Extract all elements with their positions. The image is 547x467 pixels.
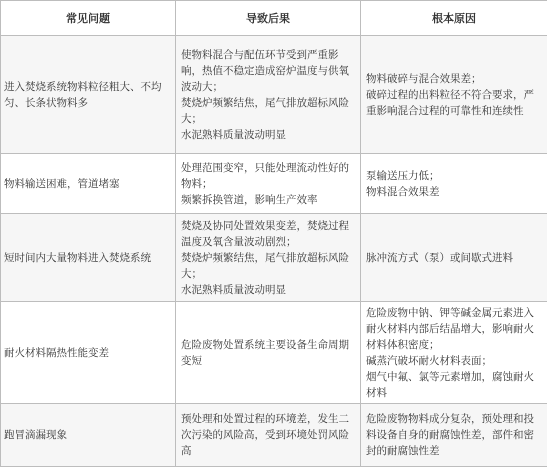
consequence-cell [176, 404, 361, 467]
cause-line: 碱蒸汽破坏耐火材料表面； [366, 353, 542, 369]
table-row [1, 154, 547, 214]
header-common-problem: 常见问题 [1, 1, 176, 36]
cause-line: 烟气中氟、氯等元素增加，腐蚀耐火材料 [366, 369, 542, 401]
cause-line: 物料混合效果差 [366, 184, 542, 200]
cause-line: 破碎过程的出料粒径不符合要求，严重影响混合过程的可靠性和连续性 [366, 87, 542, 119]
table-row [1, 214, 547, 302]
table-row [1, 36, 547, 154]
consequence-line: 使物料混合与配伍环节受到严重影响，热值不稳定造成窑炉温度与供氧波动大； [181, 47, 355, 95]
cause-cell [361, 302, 547, 404]
cause-line: 危险废物中钠、钾等碱金属元素进入耐火材料内部后结晶增大，影响耐火材料体积密度； [366, 305, 542, 353]
cause-cell [361, 214, 547, 302]
consequence-line: 水泥熟料质量波动明显 [181, 127, 355, 143]
table-header-row [1, 1, 547, 36]
consequence-cell [176, 154, 361, 214]
cause-line: 泵输送压力低； [366, 168, 542, 184]
problem-cell: 跑冒滴漏现象 [1, 404, 176, 467]
header-consequence: 导致后果 [176, 1, 361, 36]
consequence-line: 处理范围变窄，只能处理流动性好的物料； [181, 160, 355, 192]
consequence-line: 危险废物处置系统主要设备生命周期变短 [181, 337, 355, 369]
cause-line: 脉冲流方式（泵）或间歇式进料 [366, 250, 542, 266]
consequence-cell [176, 302, 361, 404]
problem-cell: 进入焚烧系统物料粒径粗大、不均匀、长条状物料多 [1, 36, 176, 154]
consequence-line: 水泥熟料质量波动明显 [181, 282, 355, 298]
problem-cell: 短时间内大量物料进入焚烧系统 [1, 214, 176, 302]
consequence-line: 焚烧及协同处置效果变差，焚烧过程温度及氧含量波动剧烈； [181, 218, 355, 250]
consequence-line: 频繁拆换管道，影响生产效率 [181, 192, 355, 208]
table-row [1, 404, 547, 467]
cause-cell [361, 404, 547, 467]
cause-cell [361, 36, 547, 154]
cause-line: 物料破碎与混合效果差； [366, 71, 542, 87]
cause-cell [361, 154, 547, 214]
consequence-cell [176, 36, 361, 154]
consequence-cell [176, 214, 361, 302]
header-root-cause: 根本原因 [361, 1, 547, 36]
consequence-line: 焚烧炉频繁结焦，尾气排放超标风险大； [181, 250, 355, 282]
cause-line: 危险废物物料成分复杂，预处理和投料设备自身的耐腐蚀性差，部件和密封的耐腐蚀性差 [366, 411, 542, 459]
consequence-line: 焚烧炉频繁结焦，尾气排放超标风险大； [181, 95, 355, 127]
consequence-line: 预处理和处置过程的环境差，发生二次污染的风险高，受到环境处罚风险高 [181, 411, 355, 459]
problem-cell: 物料输送困难，管道堵塞 [1, 154, 176, 214]
table-row [1, 302, 547, 404]
problem-cell: 耐火材料隔热性能变差 [1, 302, 176, 404]
